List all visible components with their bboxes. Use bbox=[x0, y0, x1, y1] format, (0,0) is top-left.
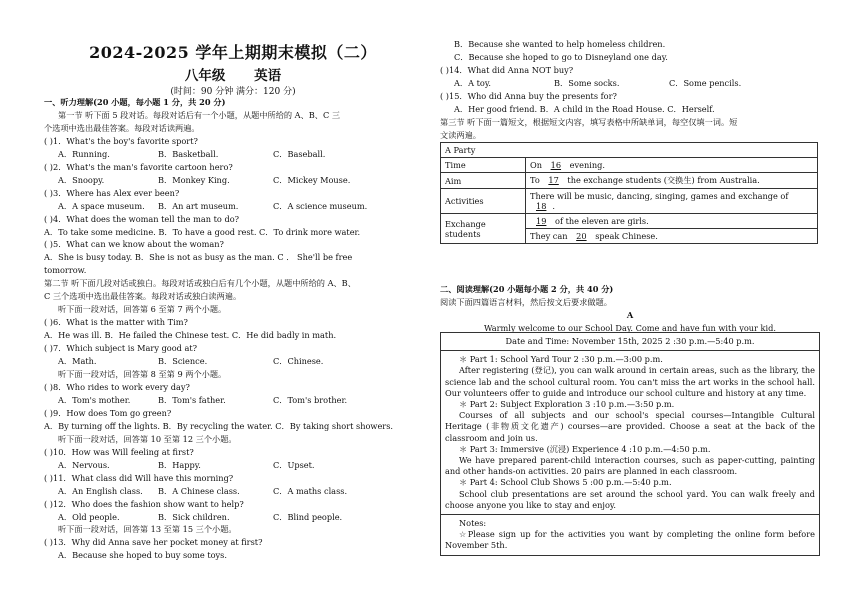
option-c: C．A science museum. bbox=[273, 200, 368, 211]
text-line: A．Her good friend. B．A child in the Road House. C．Herself. bbox=[454, 103, 715, 114]
text-line: A．To take some medicine. B．To have a good rest. C．To drink more water. bbox=[44, 226, 361, 237]
passage-label: A bbox=[626, 309, 634, 320]
row-key: Time bbox=[441, 158, 526, 173]
exam-subtitle bbox=[44, 64, 422, 84]
text-line: ( )6．What is the matter with Tim? bbox=[44, 317, 188, 328]
option-row bbox=[44, 459, 422, 472]
blank-17[interactable]: 17 bbox=[548, 175, 559, 185]
option-a: A．A toy. bbox=[454, 77, 491, 88]
option-b: B．A Chinese class. bbox=[158, 485, 240, 496]
text-line: ( )8．Who rides to work every day? bbox=[44, 381, 190, 392]
blank-20[interactable]: 20 bbox=[576, 231, 587, 241]
text-line: ( )5．What can we know about the woman? bbox=[44, 239, 224, 250]
text-line: 第一节 听下面 5 段对话。每段对话后有一个小题，从题中所给的 A、B、C 三 bbox=[58, 109, 341, 120]
grade-label: 八年级 bbox=[184, 68, 226, 84]
text-line: ( )7．Which subject is Mary good at? bbox=[44, 343, 198, 354]
option-a: A．An English class. bbox=[58, 485, 143, 496]
option-b: B．Tom's father. bbox=[158, 394, 226, 405]
blank-19[interactable]: 19 bbox=[536, 216, 547, 226]
option-c: C．Upset. bbox=[273, 459, 315, 470]
text-line: 第三节 听下面一篇短文，根据短文内容，填写表格中所缺单词，每空仅填一词。短 bbox=[440, 116, 738, 127]
part-3-title: ＊ Part 3: Immersive (沉浸) Experience 4 :10 p.m.—4:50 p.m. bbox=[459, 443, 711, 454]
text-line: B．Because she wanted to help homeless children. bbox=[454, 39, 666, 49]
text-line: 听下面一段对话，回答第 8 至第 9 两个小题。 bbox=[58, 369, 227, 380]
row-value: To 17 the exchange students (交换生) from Australia. bbox=[526, 173, 818, 189]
notes-text: ☆Please sign up for the activities you want by completing the online form before November 5th. bbox=[445, 529, 815, 551]
row-value: There will be music, dancing, singing, games and exchange of 18 . bbox=[526, 189, 818, 214]
text-line: C．Because she hoped to go to Disneyland one day. bbox=[454, 51, 668, 62]
option-row bbox=[44, 511, 422, 524]
party-table bbox=[440, 142, 818, 244]
option-c: C．Blind people. bbox=[273, 511, 343, 522]
option-a: A．A space museum. bbox=[58, 200, 145, 211]
time-info: (时间：90 分钟 满分：120 分) bbox=[170, 87, 296, 97]
text-line: ( )9．How does Tom go green? bbox=[44, 407, 172, 418]
text-line: 听下面一段对话，回答第 6 至第 7 两个小题。 bbox=[58, 304, 227, 315]
row-value: On 16 evening. bbox=[526, 158, 818, 173]
left-column bbox=[44, 96, 422, 562]
option-c: C．Some pencils. bbox=[669, 77, 742, 88]
section-instruction: 阅读下面四篇语言材料，然后按文后要求做题。 bbox=[440, 296, 612, 307]
option-a: A．Tom's mother. bbox=[58, 394, 131, 405]
option-b: B．Basketball. bbox=[158, 148, 219, 159]
passage-a-box bbox=[440, 332, 820, 556]
text-line: A．Because she hoped to buy some toys. bbox=[58, 550, 227, 561]
option-b: B．Some socks. bbox=[554, 77, 620, 88]
part-1-text: After registering (登记), you can walk around in certain areas, such as the library, the science lab and the school cultural room. You can't miss the art works in the school hall. Our volunteers offer to guide and introduce our school culture and history at any time. bbox=[445, 365, 815, 398]
part-4-text: School club presentations are set around the school yard. You can walk freely and choose anyone you like to stay and enjoy. bbox=[445, 488, 815, 510]
option-a: A．Math. bbox=[58, 356, 97, 367]
party-table-header: A Party bbox=[441, 143, 818, 158]
notes-title: Notes: bbox=[459, 518, 487, 529]
part-1-title: ＊ Part 1: School Yard Tour 2 :30 p.m.—3:00 p.m. bbox=[459, 354, 663, 365]
option-row bbox=[44, 394, 422, 407]
text-line: 第二节 听下面几段对话或独白。每段对话或独白后有几个小题，从题中所给的 A、B、 bbox=[44, 278, 356, 289]
row-value: They can 20 speak Chinese. bbox=[526, 229, 818, 244]
option-c: C．A maths class. bbox=[273, 485, 348, 496]
text-line: ( )1．What's the boy's favorite sport? bbox=[44, 135, 198, 146]
option-b: B．Science. bbox=[158, 356, 208, 367]
blank-16[interactable]: 16 bbox=[550, 160, 562, 170]
option-row bbox=[44, 485, 422, 498]
option-row bbox=[440, 77, 820, 90]
part-4-title: ＊ Part 4: School Club Shows 5 :00 p.m.—5:40 p.m. bbox=[459, 477, 672, 488]
text-line: ( )15．Who did Anna buy the presents for? bbox=[440, 90, 617, 101]
part-2-title: ＊ Part 2: Subject Exploration 3 :10 p.m.—3:50 p.m. bbox=[459, 399, 675, 410]
option-c: C．Tom's brother. bbox=[273, 394, 348, 405]
subject-label: 英语 bbox=[254, 68, 282, 84]
text-line: ( )2．What's the man's favorite cartoon hero? bbox=[44, 161, 233, 172]
option-b: B．An art museum. bbox=[158, 200, 239, 211]
option-a: A．Running. bbox=[58, 148, 110, 159]
option-a: A．Nervous. bbox=[58, 459, 110, 470]
text-line: ( )12．Who does the fashion show want to help? bbox=[44, 498, 244, 509]
text-line: A．He was ill. B．He failed the Chinese test. C．He did badly in math. bbox=[44, 330, 337, 341]
row-key: Activities bbox=[441, 189, 526, 214]
option-b: B．Sick children. bbox=[158, 511, 230, 522]
section-heading: 二、阅读理解(20 小题每小题 2 分，共 40 分) bbox=[440, 284, 614, 294]
part-2-text: Courses of all subjects and our school's special courses—Intangible Cultural Heritage (非物质文化遗产) courses—are provided. Choose a seat at the back of the classroom and join us. bbox=[445, 410, 815, 443]
text-line: 听下面一段对话，回答第 10 至第 12 三个小题。 bbox=[58, 433, 237, 444]
option-row bbox=[44, 148, 422, 161]
option-a: A．Snoopy. bbox=[58, 174, 105, 185]
option-a: A．Old people. bbox=[58, 511, 120, 522]
text-line: 听下面一段对话，回答第 13 至第 15 三个小题。 bbox=[58, 524, 237, 535]
text-line: ( )13．Why did Anna save her pocket money at first? bbox=[44, 537, 263, 548]
date-row: Date and Time: November 15th, 2025 2 :30 p.m.—5:40 p.m. bbox=[441, 333, 819, 351]
text-line: ( )14．What did Anna NOT buy? bbox=[440, 64, 574, 75]
passage-welcome: Warmly welcome to our School Day. Come and have fun with your kid. bbox=[484, 322, 776, 333]
text-line: A．By turning off the lights. B．By recycling the water. C．By taking short showers. bbox=[44, 420, 394, 431]
row-value: 19 of the eleven are girls. bbox=[526, 214, 818, 229]
option-c: C．Mickey Mouse. bbox=[273, 174, 351, 185]
row-key: Exchange students bbox=[441, 214, 526, 244]
text-line: C 三个选项中选出最佳答案。每段对话或独白读两遍。 bbox=[44, 291, 242, 302]
part-3-text: We have prepared parent-child interaction courses, such as paper-cutting, painting and other hands-on activities. 20 pairs are planned in each classroom. bbox=[445, 455, 815, 477]
text-line: ( )3．Where has Alex ever been? bbox=[44, 187, 180, 198]
text-line: ( )4．What does the woman tell the man to do? bbox=[44, 213, 240, 224]
text-line: 个选项中选出最佳答案。每段对话读两遍。 bbox=[44, 122, 200, 133]
right-column-top bbox=[440, 38, 820, 142]
parts-row bbox=[441, 351, 819, 515]
text-line: 一、听力理解(20 小题，每小题 1 分，共 20 分) bbox=[44, 97, 226, 107]
reading-section bbox=[440, 283, 820, 335]
text-line: A．She is busy today. B．She is not as busy as the man. C ． She'll be free bbox=[44, 252, 353, 263]
option-b: B．Monkey King. bbox=[158, 174, 230, 185]
option-c: C．Chinese. bbox=[273, 356, 324, 367]
option-row bbox=[44, 200, 422, 213]
exam-title: 2024-2025 学年上期期末模拟（二） bbox=[89, 43, 377, 62]
option-c: C．Baseball. bbox=[273, 148, 326, 159]
text-line: ( )10．How was Will feeling at first? bbox=[44, 446, 194, 457]
row-key: Aim bbox=[441, 173, 526, 189]
blank-18[interactable]: 18 bbox=[536, 201, 547, 211]
text-line: tomorrow. bbox=[44, 265, 87, 276]
notes-row bbox=[441, 515, 819, 555]
option-row bbox=[44, 355, 422, 368]
option-row bbox=[44, 174, 422, 187]
text-line: ( )11．What class did Will have this morning? bbox=[44, 472, 234, 483]
option-b: B．Happy. bbox=[158, 459, 201, 470]
text-line: 文读两遍。 bbox=[440, 129, 481, 140]
